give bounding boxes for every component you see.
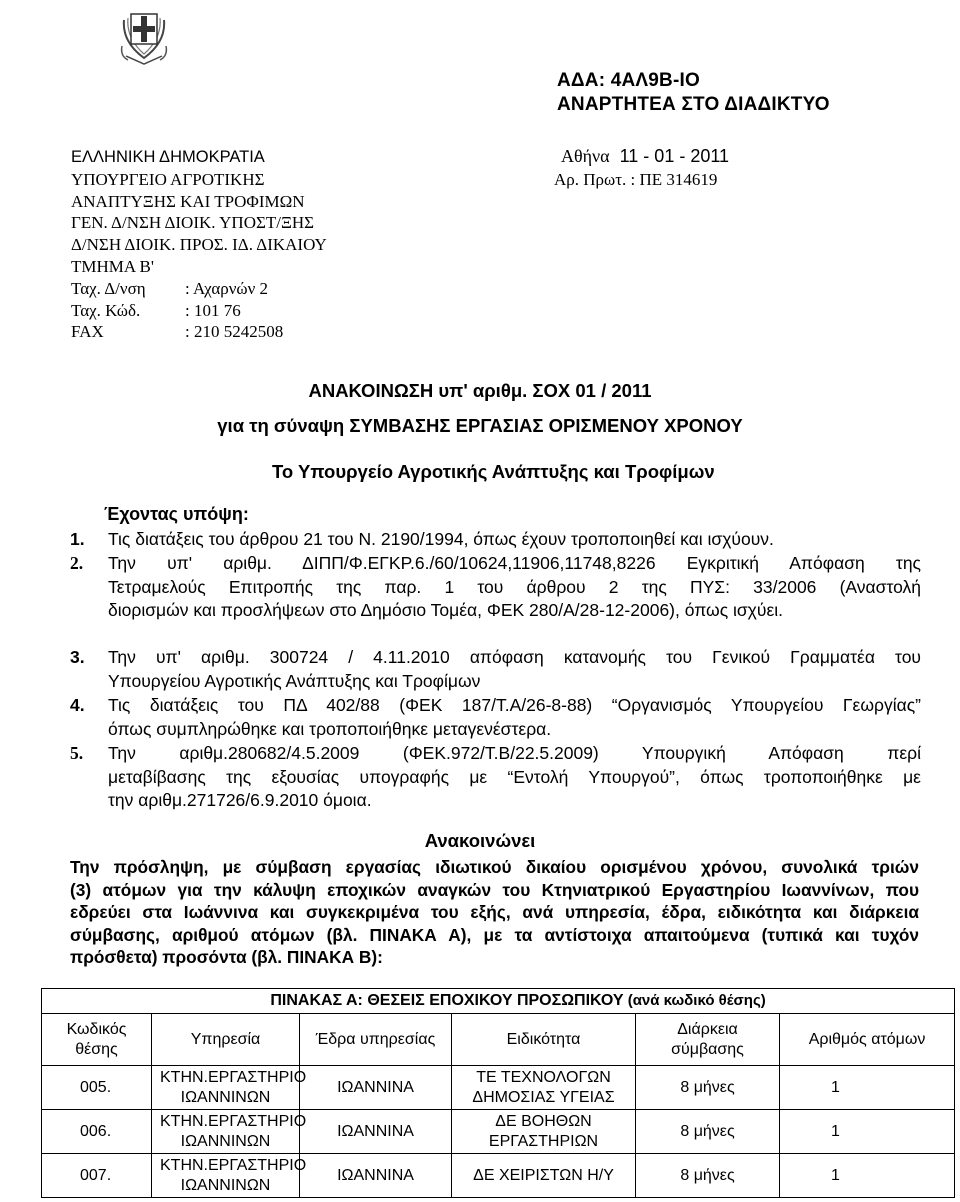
table-cell: 007. <box>42 1154 152 1198</box>
header-line-5: ΤΜΗΜΑ Β' <box>71 256 154 276</box>
paragraph-line: εδρεύει στα Ιωάννινα και συγκεκριμένα του εξής, ανά υπηρεσία, έδρα, ειδικότητα και διάρκεια <box>70 902 919 923</box>
positions-table <box>41 988 955 1198</box>
sender-block <box>71 147 327 343</box>
date-label: Αθήνα <box>561 146 610 166</box>
table-title-suffix: (ανά κωδικό θέσης) <box>623 992 766 1009</box>
greek-emblem-icon <box>116 6 172 66</box>
table-body <box>42 1066 955 1198</box>
consideration-line: Τις διατάξεις του ΠΔ 402/88 (ΦΕΚ 187/Τ.Α/26-8-88) “Οργανισμός Υπουργείου Γεωργίας” <box>108 695 921 715</box>
consideration-line: μεταβίβασης της εξουσίας υπογραφής με “Εντολή Υπουργού”, όπως τροποποιήθηκε με <box>108 766 921 787</box>
table-cell: ΚΤΗΝ.ΕΡΓΑΣΤΗΡΙΟ ΙΩΑΝΝΙΝΩΝ <box>152 1066 300 1110</box>
header-line-1: ΥΠΟΥΡΓΕΙΟ ΑΓΡΟΤΙΚΗΣ <box>71 169 265 189</box>
table-cell: ΔΕ ΒΟΗΘΩΝ ΕΡΓΑΣΤΗΡΙΩΝ <box>452 1110 636 1154</box>
table-cell: 8 μήνες <box>636 1110 780 1154</box>
table-title <box>42 989 955 1014</box>
paragraph-line: σύμβασης, αριθμού ατόμων (βλ. ΠΙΝΑΚΑ Α), με τα αντίστοιχα απαιτούμενα (τυπικά και τυχόν <box>70 924 919 945</box>
table-cell: ΙΩΑΝΝΙΝΑ <box>300 1066 452 1110</box>
address-value: : Αχαρνών 2 <box>185 278 269 298</box>
table-cell: ΙΩΑΝΝΙΝΑ <box>300 1154 452 1198</box>
fax-value: : 210 5242508 <box>185 322 284 342</box>
consideration-line: Την υπ' αριθμ. 300724 / 4.11.2010 απόφαση κατανομής του Γενικού Γραμματέα του <box>108 647 921 667</box>
consideration-line: την αριθμ.271726/6.9.2010 όμοια. <box>108 790 372 810</box>
header-line-2: ΑΝΑΠΤΥΞΗΣ ΚΑΙ ΤΡΟΦΙΜΩΝ <box>71 191 305 211</box>
table-row <box>42 1154 955 1198</box>
having-regard-heading: Έχοντας υπόψη: <box>104 504 249 524</box>
column-header: Κωδικός θέσης <box>42 1014 152 1066</box>
table-row <box>42 1110 955 1154</box>
table-title-main: ΠΙΝΑΚΑΣ Α: ΘΕΣΕΙΣ ΕΠΟΧΙΚΟΥ ΠΡΟΣΩΠΙΚΟΥ <box>270 992 624 1009</box>
table-cell: ΔΕ ΧΕΙΡΙΣΤΩΝ Η/Υ <box>452 1154 636 1198</box>
fax-label: FAX <box>71 322 104 342</box>
paragraph-line: (3) ατόμων για την κάλυψη εποχικών αναγκών του Κτηνιατρικού Εργαστηρίου Ιωαννίνων, που <box>70 879 919 900</box>
column-header: Ειδικότητα <box>452 1014 636 1066</box>
consideration-line: Υπουργείου Αγροτικής Ανάπτυξης και Τροφίμων <box>108 670 481 691</box>
column-header: Υπηρεσία <box>152 1014 300 1066</box>
table-cell: 006. <box>42 1110 152 1154</box>
consideration-line: Τις διατάξεις του άρθρου 21 του Ν. 2190/1994, όπως έχουν τροποποιηθεί και ισχύουν. <box>108 529 774 549</box>
paragraph-line: Την πρόσληψη, με σύμβαση εργασίας ιδιωτικού δικαίου ορισμένου χρόνου, συνολικά τριών <box>70 857 919 877</box>
announcement-paragraph <box>70 856 919 969</box>
header-line-4: Δ/ΝΣΗ ΔΙΟΙΚ. ΠΡΟΣ. ΙΔ. ΔΙΚΑΙΟΥ <box>71 235 327 255</box>
column-header: Διάρκεια σύμβασης <box>636 1014 780 1066</box>
table-cell: 1 <box>780 1066 955 1110</box>
table-row <box>42 1066 955 1110</box>
table-cell: 005. <box>42 1066 152 1110</box>
postcode-label: Ταχ. Κώδ. <box>71 300 141 320</box>
consideration-line: Τετραμελούς Επιτροπής της παρ. 1 του άρθρου 2 της ΠΥΣ: 33/2006 (Αναστολή <box>108 576 921 597</box>
issuing-ministry: Το Υπουργείο Αγροτικής Ανάπτυξης και Τροφίμων <box>272 461 715 482</box>
postcode-row <box>71 300 327 322</box>
consideration-line: Την υπ' αριθμ. ΔΙΠΠ/Φ.ΕΓΚΡ.6./60/10624,11906,11748,8226 Εγκριτική Απόφαση της <box>108 553 921 573</box>
table-cell: ΤΕ ΤΕΧΝΟΛΟΓΩΝ ΔΗΜΟΣΙΑΣ ΥΓΕΙΑΣ <box>452 1066 636 1110</box>
postcode-value: : 101 76 <box>185 300 241 320</box>
ada-code: ΑΔΑ: 4ΑΛ9Β-ΙΟ <box>557 70 700 91</box>
table-cell: ΚΤΗΝ.ΕΡΓΑΣΤΗΡΙΟ ΙΩΑΝΝΙΝΩΝ <box>152 1110 300 1154</box>
consideration-line: Την αριθμ.280682/4.5.2009 (ΦΕΚ.972/Τ.Β/22.5.2009) Υπουργική Απόφαση περί <box>108 743 921 763</box>
table-cell: 8 μήνες <box>636 1154 780 1198</box>
consideration-number: 5. <box>70 743 84 763</box>
column-header: Αριθμός ατόμων <box>780 1014 955 1066</box>
table-cell: 1 <box>780 1110 955 1154</box>
consideration-number: 3. <box>70 647 85 667</box>
announces-heading: Ανακοινώνει <box>424 830 536 851</box>
header-line-0: ΕΛΛΗΝΙΚΗ ΔΗΜΟΚΡΑΤΙΑ <box>71 148 265 166</box>
consideration-line: όπως συμπληρώθηκε και τροποποιήθηκε μεταγενέστερα. <box>108 718 552 739</box>
table-cell: 8 μήνες <box>636 1066 780 1110</box>
date-line <box>561 146 729 167</box>
publish-notice: ΑΝΑΡΤΗΤΕΑ ΣΤΟ ΔΙΑΔΙΚΤΥΟ <box>557 94 830 115</box>
date-value: 11 - 01 - 2011 <box>619 146 730 166</box>
consideration-line: διορισμών και προσλήψεων στο Δημόσιο Τομέα, ΦΕΚ 280/Α/28-12-2006), όπως ισχύει. <box>108 600 783 620</box>
protocol-number: Αρ. Πρωτ. : ΠΕ 314619 <box>554 170 718 189</box>
announcement-title: ΑΝΑΚΟΙΝΩΣΗ υπ' αριθμ. ΣΟΧ 01 / 2011 <box>308 380 652 401</box>
consideration-number: 2. <box>70 553 84 573</box>
consideration-number: 1. <box>70 529 85 549</box>
announcement-subtitle: για τη σύναψη ΣΥΜΒΑΣΗΣ ΕΡΓΑΣΙΑΣ ΟΡΙΣΜΕΝΟΥ ΧΡΟΝΟΥ <box>217 415 743 436</box>
column-header: Έδρα υπηρεσίας <box>300 1014 452 1066</box>
table-cell: ΚΤΗΝ.ΕΡΓΑΣΤΗΡΙΟ ΙΩΑΝΝΙΝΩΝ <box>152 1154 300 1198</box>
address-label: Ταχ. Δ/νση <box>71 278 146 298</box>
header-line-3: ΓΕΝ. Δ/ΝΣΗ ΔΙΟΙΚ. ΥΠΟΣΤ/ΞΗΣ <box>71 213 315 233</box>
table-header-row <box>42 1014 955 1066</box>
fax-row <box>71 321 327 343</box>
consideration-number: 4. <box>70 695 85 715</box>
table-cell: 1 <box>780 1154 955 1198</box>
table-cell: ΙΩΑΝΝΙΝΑ <box>300 1110 452 1154</box>
address-row <box>71 278 327 300</box>
paragraph-line: πρόσθετα) προσόντα (βλ. ΠΙΝΑΚΑ Β): <box>70 947 383 968</box>
